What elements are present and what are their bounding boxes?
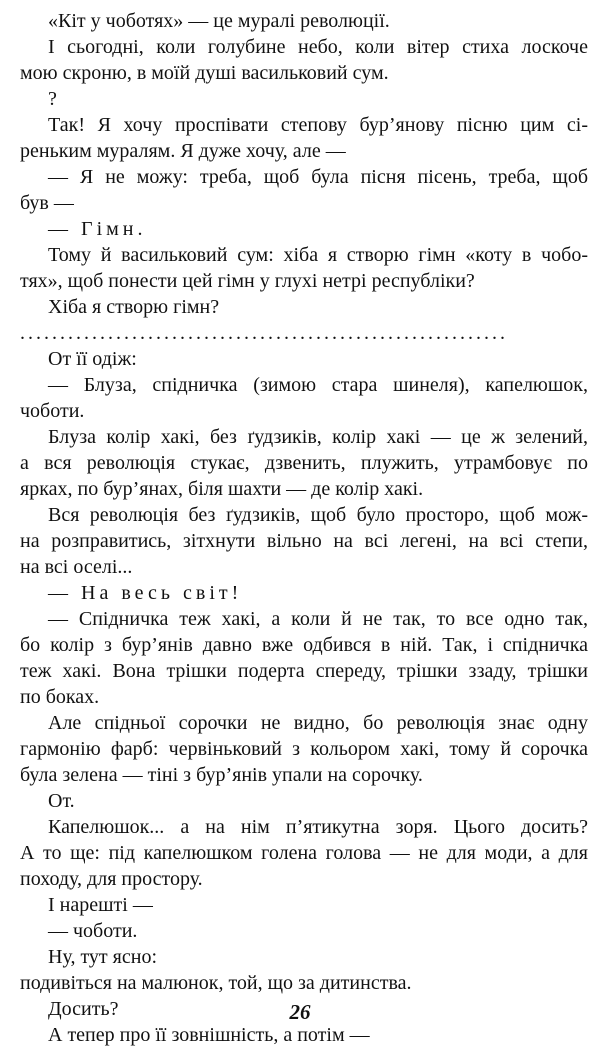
text-line: тях», щоб понести цей гімн у глухі нетрі республіки? — [20, 270, 475, 292]
text-line: От. — [48, 790, 75, 812]
text-line — [20, 580, 588, 606]
text-line: бо колір з бур’янів давно вже одбився в ній. Так, і спідничка — [20, 634, 588, 656]
text-line: по боках. — [20, 686, 100, 708]
page-number: 26 — [289, 1000, 311, 1024]
text-line: От її одіж: — [48, 348, 137, 370]
text-line: чоботи. — [20, 400, 85, 422]
text-line: — Блуза, спідничка (зимою стара шинеля), капелюшок, — [48, 374, 588, 396]
text-line: була зелена — тіні з бур’янів упали на сорочку. — [20, 764, 423, 786]
text-line: ? — [48, 88, 57, 110]
text-line: А то ще: під капелюшком голена голова — не для моди, а для — [20, 842, 588, 864]
text-column — [20, 8, 588, 1048]
text-line: мою скроню, в моїй душі васильковий сум. — [20, 62, 389, 84]
text-line: реньким муралям. Я дуже хочу, але — — [20, 140, 346, 162]
text-line: Але спідньої сорочки не видно, бо революція знає одну — [48, 712, 588, 734]
dotted-separator: ............................................................. — [20, 322, 508, 344]
text-line: на всі оселі... — [20, 556, 133, 578]
spaced-word: — Гімн. — [48, 218, 147, 240]
text-line: ярках, по бур’янах, біля шахти — де колір хакі. — [20, 478, 424, 500]
text-line: Ну, тут ясно: — [48, 946, 157, 968]
text-line: — чоботи. — [48, 920, 138, 942]
text-line: «Кіт у чоботях» — це муралі революції. — [48, 10, 390, 32]
text-line: Блуза колір хакі, без ґудзиків, колір хакі — це ж зелений, — [48, 426, 588, 448]
text-line: Капелюшок... а на нім п’ятикутна зоря. Цього досить? — [48, 816, 588, 838]
spaced-phrase: — На весь світ! — [48, 582, 243, 604]
text-line: Вся революція без ґудзиків, щоб було просторо, щоб мож- — [48, 504, 588, 526]
text-line: а вся революція стукає, дзвенить, плужить, утрамбовує по — [20, 452, 588, 474]
text-line: Хіба я створю гімн? — [48, 296, 220, 318]
text-line: Тому й васильковий сум: хіба я створю гімн «коту в чобо- — [48, 244, 588, 266]
text-line: на розправитись, зітхнути вільно на всі легені, на всі степи, — [20, 530, 588, 552]
text-line: був — — [20, 192, 74, 214]
text-line: теж хакі. Вона трішки подерта спереду, трішки ззаду, трішки — [20, 660, 588, 682]
text-line: І нарешті — — [48, 894, 153, 916]
text-line: І сьогодні, коли голубине небо, коли вітер стиха лоскоче — [48, 36, 588, 58]
text-line: — Спідничка теж хакі, а коли й не так, то все одно так, — [48, 608, 588, 630]
text-line: гармонію фарб: червіньковий з кольором хакі, тому й сорочка — [20, 738, 588, 760]
text-line: Так! Я хочу проспівати степову бур’янову пісню цим сі- — [48, 114, 588, 136]
text-line: А тепер про її зовнішність, а потім — — [48, 1024, 370, 1046]
text-line: Досить? — [48, 998, 119, 1020]
text-line: — Я не можу: треба, щоб була пісня пісень, треба, щоб — [48, 166, 588, 188]
text-line: подивіться на малюнок, той, що за дитинства. — [20, 972, 412, 994]
text-line: походу, для простору. — [20, 868, 203, 890]
text-line — [20, 216, 588, 242]
